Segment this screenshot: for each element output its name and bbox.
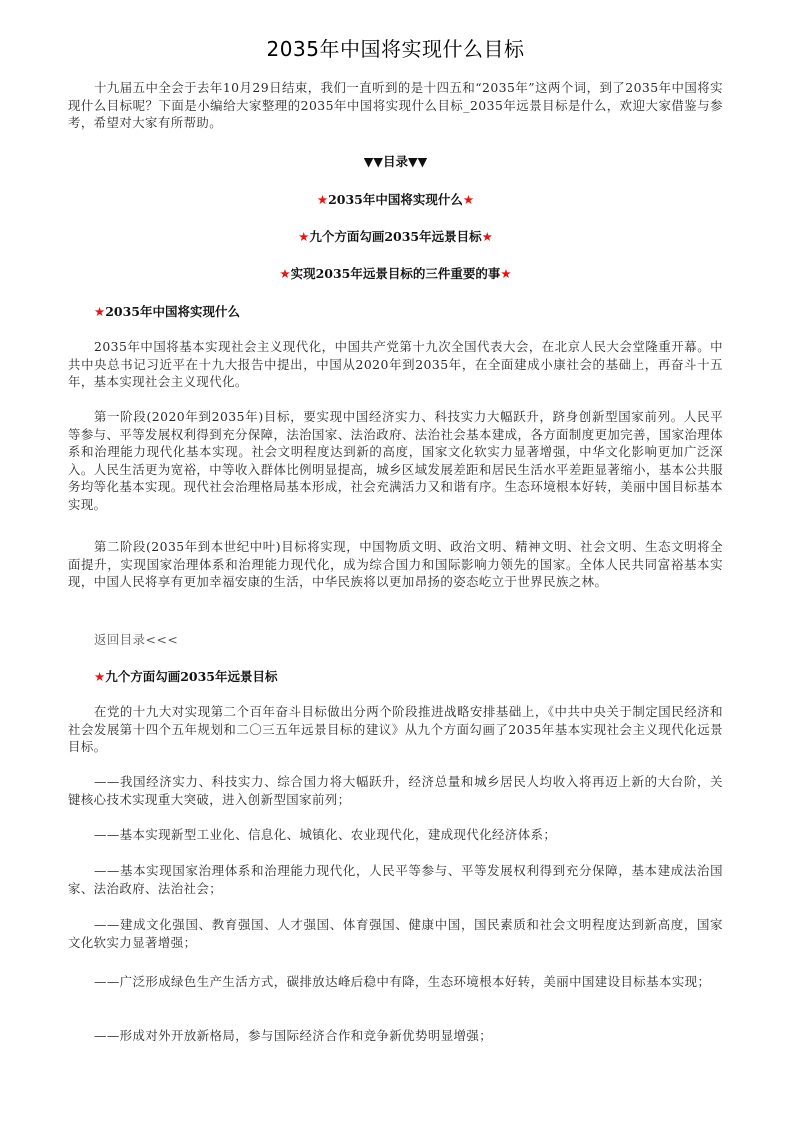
star-icon: ★ — [279, 266, 291, 281]
document-title: 2035年中国将实现什么目标 — [266, 37, 525, 61]
star-icon: ★ — [316, 192, 329, 207]
star-icon: ★ — [94, 669, 106, 684]
goal-item: ——基本实现新型工业化、信息化、城镇化、农业现代化，建成现代化经济体系； — [94, 827, 557, 842]
toc-heading: ▼▼目录▼▼ — [363, 154, 428, 169]
section-paragraph: 第一阶段(2020年到2035年)目标，要实现中国经济实力、科技实力大幅跃升，跻身创新型国家前列。人民平等参与、平等发展权利得到充分保障，法治国家、法治政府、法治社会基本建成，各方面制度更加完善，国家治理体系和治理能力现代化基本实现。社会文明程度达到新的高度，国家文化软实力显著增强，中华文化影响更加广泛深入。人民生活更为宽裕，中等收入群体比例明显提高，城乡区域发展差距和居民生活水平差距显著缩小，基本公共服务均等化基本实现。现代社会治理格局基本形成，社会充满活力又和谐有序。生态环境根本好转，美丽中国目标基本实现。 — [68, 409, 723, 512]
section-heading-label: 2035年中国将实现什么 — [105, 304, 241, 319]
goal-item: ——广泛形成绿色生产生活方式，碳排放达峰后稳中有降，生态环境根本好转，美丽中国建设目标基本实现； — [94, 974, 711, 989]
goal-item: ——基本实现国家治理体系和治理能力现代化，人民平等参与、平等发展权利得到充分保障，基本建成法治国家、法治政府、法治社会； — [68, 863, 723, 896]
intro-paragraph: 十九届五中全会于去年10月29日结束，我们一直听到的是十四五和“2035年”这两个词，到了2035年中国将实现什么目标呢？下面是小编给大家整理的2035年中国将实现什么目标_2035年远景目标是什么，欢迎大家借鉴与参考，希望对大家有所帮助。 — [68, 80, 723, 130]
toc-item-label: 2035年中国将实现什么 — [328, 192, 463, 207]
toc-item-nine-aspects[interactable] — [68, 227, 723, 245]
star-icon: ★ — [481, 229, 493, 244]
star-icon: ★ — [94, 304, 106, 319]
goal-item: ——我国经济实力、科技实力、综合国力将大幅跃升，经济总量和城乡居民人均收入将再迈上新的大台阶，关键核心技术实现重大突破，进入创新型国家前列； — [68, 774, 723, 807]
section-paragraph: 第二阶段(2035年到本世纪中叶)目标将实现，中国物质文明、政治文明、精神文明、社会文明、生态文明将全面提升，实现国家治理体系和治理能力现代化，成为综合国力和国际影响力领先的国家。全体人民共同富裕基本实现，中国人民将享有更加幸福安康的生活，中华民族将以更加昂扬的姿态屹立于世界民族之林。 — [68, 539, 723, 589]
star-icon: ★ — [298, 229, 310, 244]
toc-item-2035-goals[interactable] — [68, 190, 723, 208]
section-paragraph: 在党的十九大对实现第二个百年奋斗目标做出分两个阶段推进战略安排基础上，《中共中央关于制定国民经济和社会发展第十四个五年规划和二〇三五年远景目标的建议》从九个方面勾画了2035年基本实现社会主义现代化远景目标。 — [68, 704, 723, 754]
section-paragraph: 2035年中国将基本实现社会主义现代化，中国共产党第十九次全国代表大会，在北京人民大会堂隆重开幕。中共中央总书记习近平在十九大报告中提出，中国从2020年到2035年，在全面建成小康社会的基础上，再奋斗十五年，基本实现社会主义现代化。 — [68, 339, 723, 389]
section-heading-2035-goals — [94, 302, 240, 320]
toc-item-label: 九个方面勾画2035年远景目标 — [309, 229, 482, 244]
star-icon: ★ — [462, 192, 475, 207]
star-icon: ★ — [500, 266, 512, 281]
toc-item-three-things[interactable] — [68, 264, 723, 282]
goal-item: ——形成对外开放新格局，参与国际经济合作和竞争新优势明显增强； — [94, 1028, 493, 1043]
section-heading-label: 九个方面勾画2035年远景目标 — [105, 669, 278, 684]
toc-item-label: 实现2035年远景目标的三件重要的事 — [290, 266, 501, 281]
section-heading-nine-aspects — [94, 667, 278, 685]
back-to-toc-link[interactable]: 返回目录<<< — [94, 632, 179, 647]
goal-item: ——建成文化强国、教育强国、人才强国、体育强国、健康中国，国民素质和社会文明程度达到新高度，国家文化软实力显著增强； — [68, 917, 723, 950]
